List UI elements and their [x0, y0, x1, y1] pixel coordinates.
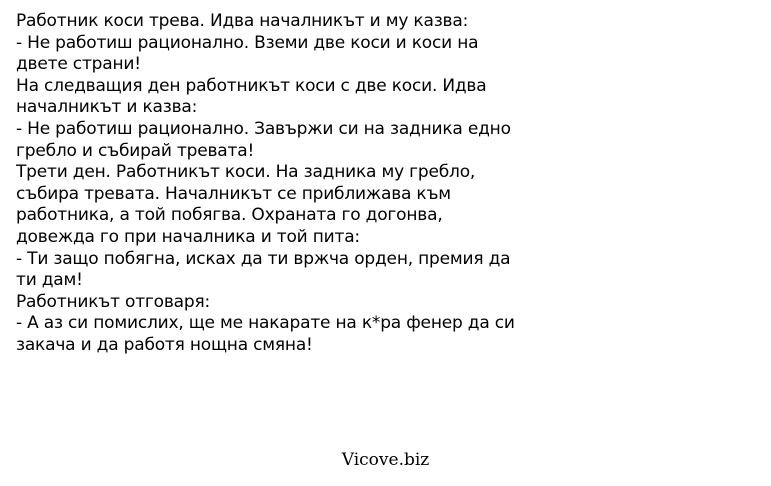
joke-line: - Не работиш рационално. Вземи две коси и коси на: [16, 32, 479, 53]
joke-line: работника, а той побягва. Охраната го догонва,: [16, 205, 443, 226]
joke-line: гребло и събирай тревата!: [16, 140, 255, 161]
joke-line: - А аз си помислих, ще ме накарате на к*ра фенер да си: [16, 313, 515, 334]
joke-line: На следващия ден работникът коси с две коси. Идва: [16, 75, 487, 96]
joke-line: ти дам!: [16, 270, 83, 291]
joke-line: Трети ден. Работникът коси. На задника му гребло,: [16, 162, 476, 183]
joke-line: довежда го при началника и той пита:: [16, 226, 360, 247]
joke-line: събира тревата. Началникът се приближава към: [16, 183, 451, 204]
joke-line: Работникът отговаря:: [16, 291, 211, 312]
joke-line: - Не работиш рационално. Завържи си на задника едно: [16, 118, 511, 139]
joke-line: Работник коси трева. Идва началникът и му казва:: [16, 11, 469, 31]
joke-line: - Ти защо побягна, исках да ти вржча орден, премия да: [16, 248, 511, 269]
joke-text: [16, 11, 756, 357]
joke-line: началникът и казва:: [16, 97, 198, 118]
joke-line: закача и да работя нощна смяна!: [16, 334, 313, 355]
site-watermark: Vicove.biz: [341, 450, 430, 470]
joke-line: двете страни!: [16, 54, 141, 75]
